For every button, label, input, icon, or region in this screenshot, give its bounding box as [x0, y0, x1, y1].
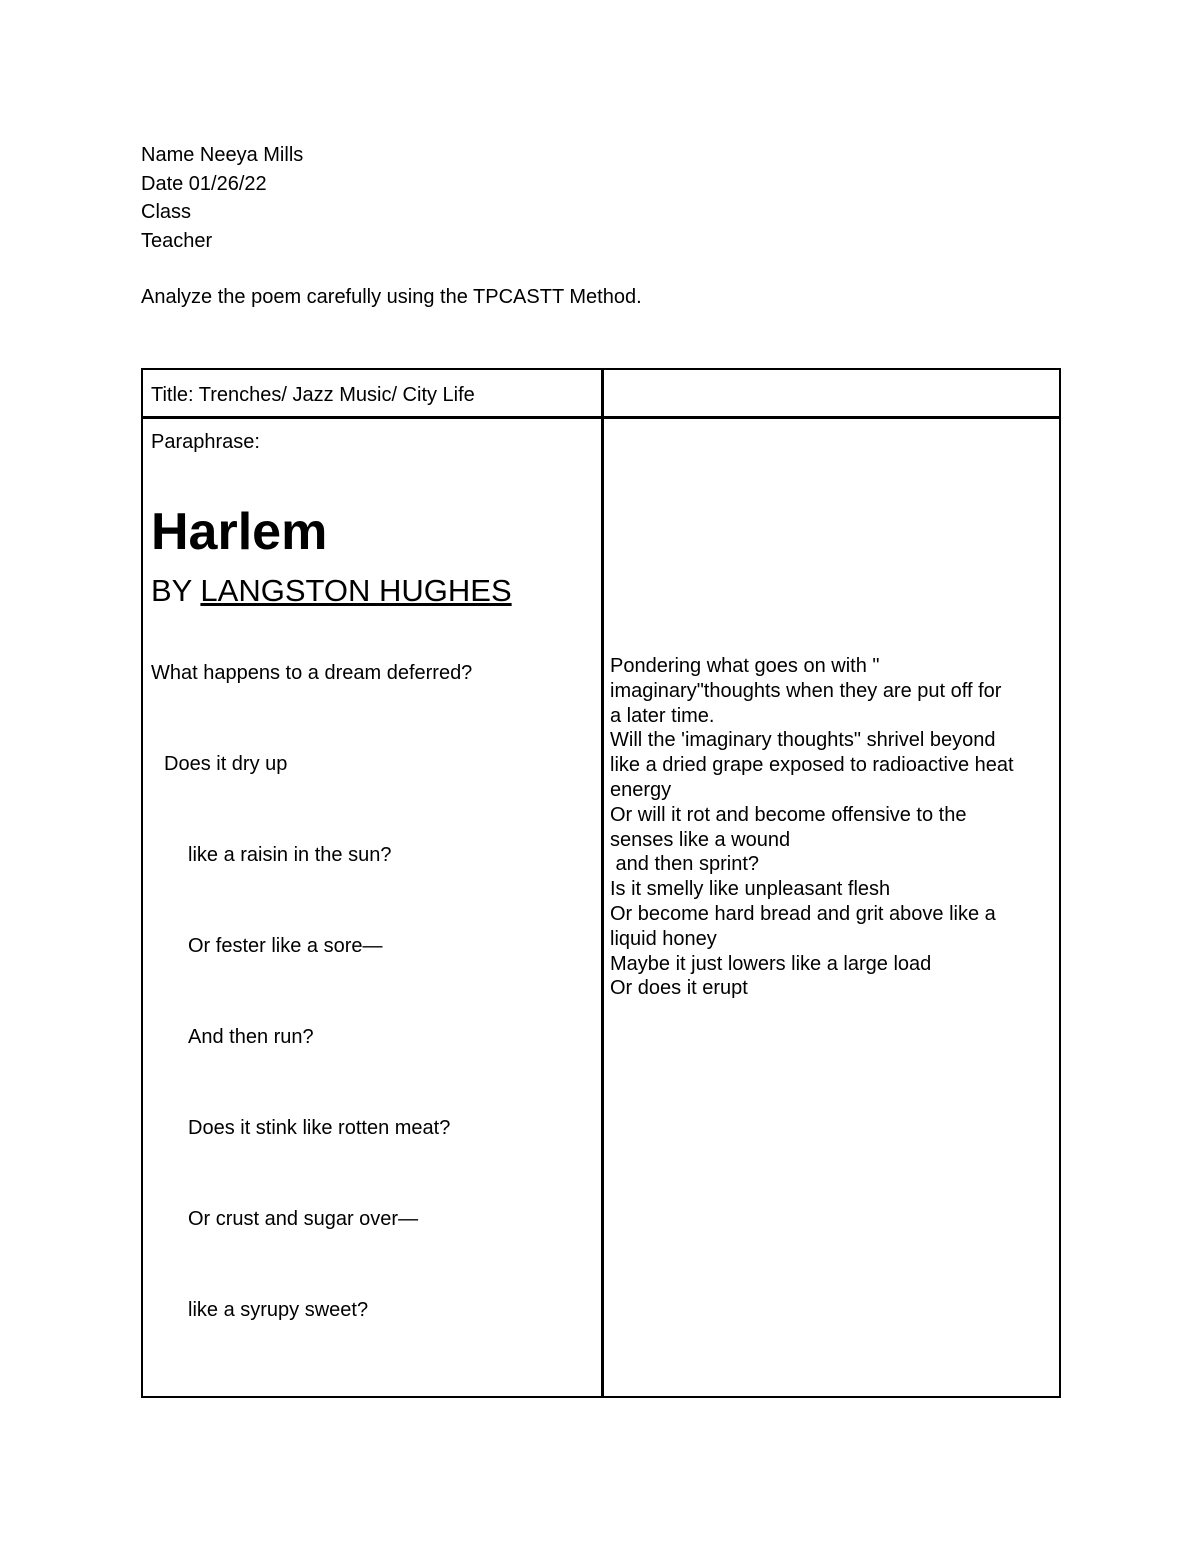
- date-line: Date 01/26/22: [141, 172, 267, 195]
- table-row-divider: [143, 416, 1059, 419]
- paraphrase-line: a later time.: [610, 704, 715, 727]
- class-line: Class: [141, 201, 192, 223]
- teacher-line: Teacher: [141, 229, 213, 252]
- poem-line: Does it stink like rotten meat?: [188, 1117, 451, 1139]
- poem-line: like a syrupy sweet?: [188, 1299, 369, 1321]
- paraphrase-line: liquid honey: [610, 927, 717, 950]
- poem-line: What happens to a dream deferred?: [151, 662, 473, 684]
- paraphrase-line: Maybe it just lowers like a large load: [610, 952, 932, 975]
- paraphrase-line: senses like a wound: [610, 828, 791, 851]
- poem-line: And then run?: [188, 1026, 314, 1048]
- paraphrase-label: Paraphrase:: [151, 431, 260, 453]
- author-link[interactable]: LANGSTON HUGHES: [200, 573, 512, 608]
- paraphrase-line: Or does it erupt: [610, 977, 748, 1000]
- paraphrase-line: imaginary"thoughts when they are put off for: [610, 679, 1002, 702]
- title-cell: Title: Trenches/ Jazz Music/ City Life: [151, 384, 475, 406]
- byline-prefix: BY: [151, 573, 201, 608]
- paraphrase-line: Will the 'imaginary thoughts" shrivel beyond: [610, 729, 996, 752]
- paraphrase-line: Pondering what goes on with ": [610, 655, 880, 677]
- instruction-text: Analyze the poem carefully using the TPCASTT Method.: [141, 286, 642, 308]
- paraphrase-line: and then sprint?: [610, 853, 759, 876]
- paraphrase-line: Or will it rot and become offensive to the: [610, 803, 967, 826]
- name-line: Name Neeya Mills: [141, 144, 304, 166]
- table-column-divider: [601, 370, 604, 1396]
- tpcastt-table: [141, 368, 1061, 1398]
- paraphrase-line: Is it smelly like unpleasant flesh: [610, 878, 891, 901]
- poem-title: Harlem: [151, 503, 328, 561]
- paraphrase-line: like a dried grape exposed to radioactive heat: [610, 754, 1014, 777]
- paraphrase-notes: [610, 654, 1055, 1001]
- poem-line: like a raisin in the sun?: [188, 844, 392, 866]
- poem-byline: [151, 573, 512, 609]
- student-info: [141, 141, 303, 255]
- paraphrase-line: Or become hard bread and grit above like a: [610, 902, 996, 925]
- paraphrase-line: energy: [610, 778, 672, 801]
- poem-line: Does it dry up: [164, 753, 288, 775]
- poem-line: Or fester like a sore—: [188, 935, 383, 957]
- poem-line: Or crust and sugar over—: [188, 1208, 419, 1230]
